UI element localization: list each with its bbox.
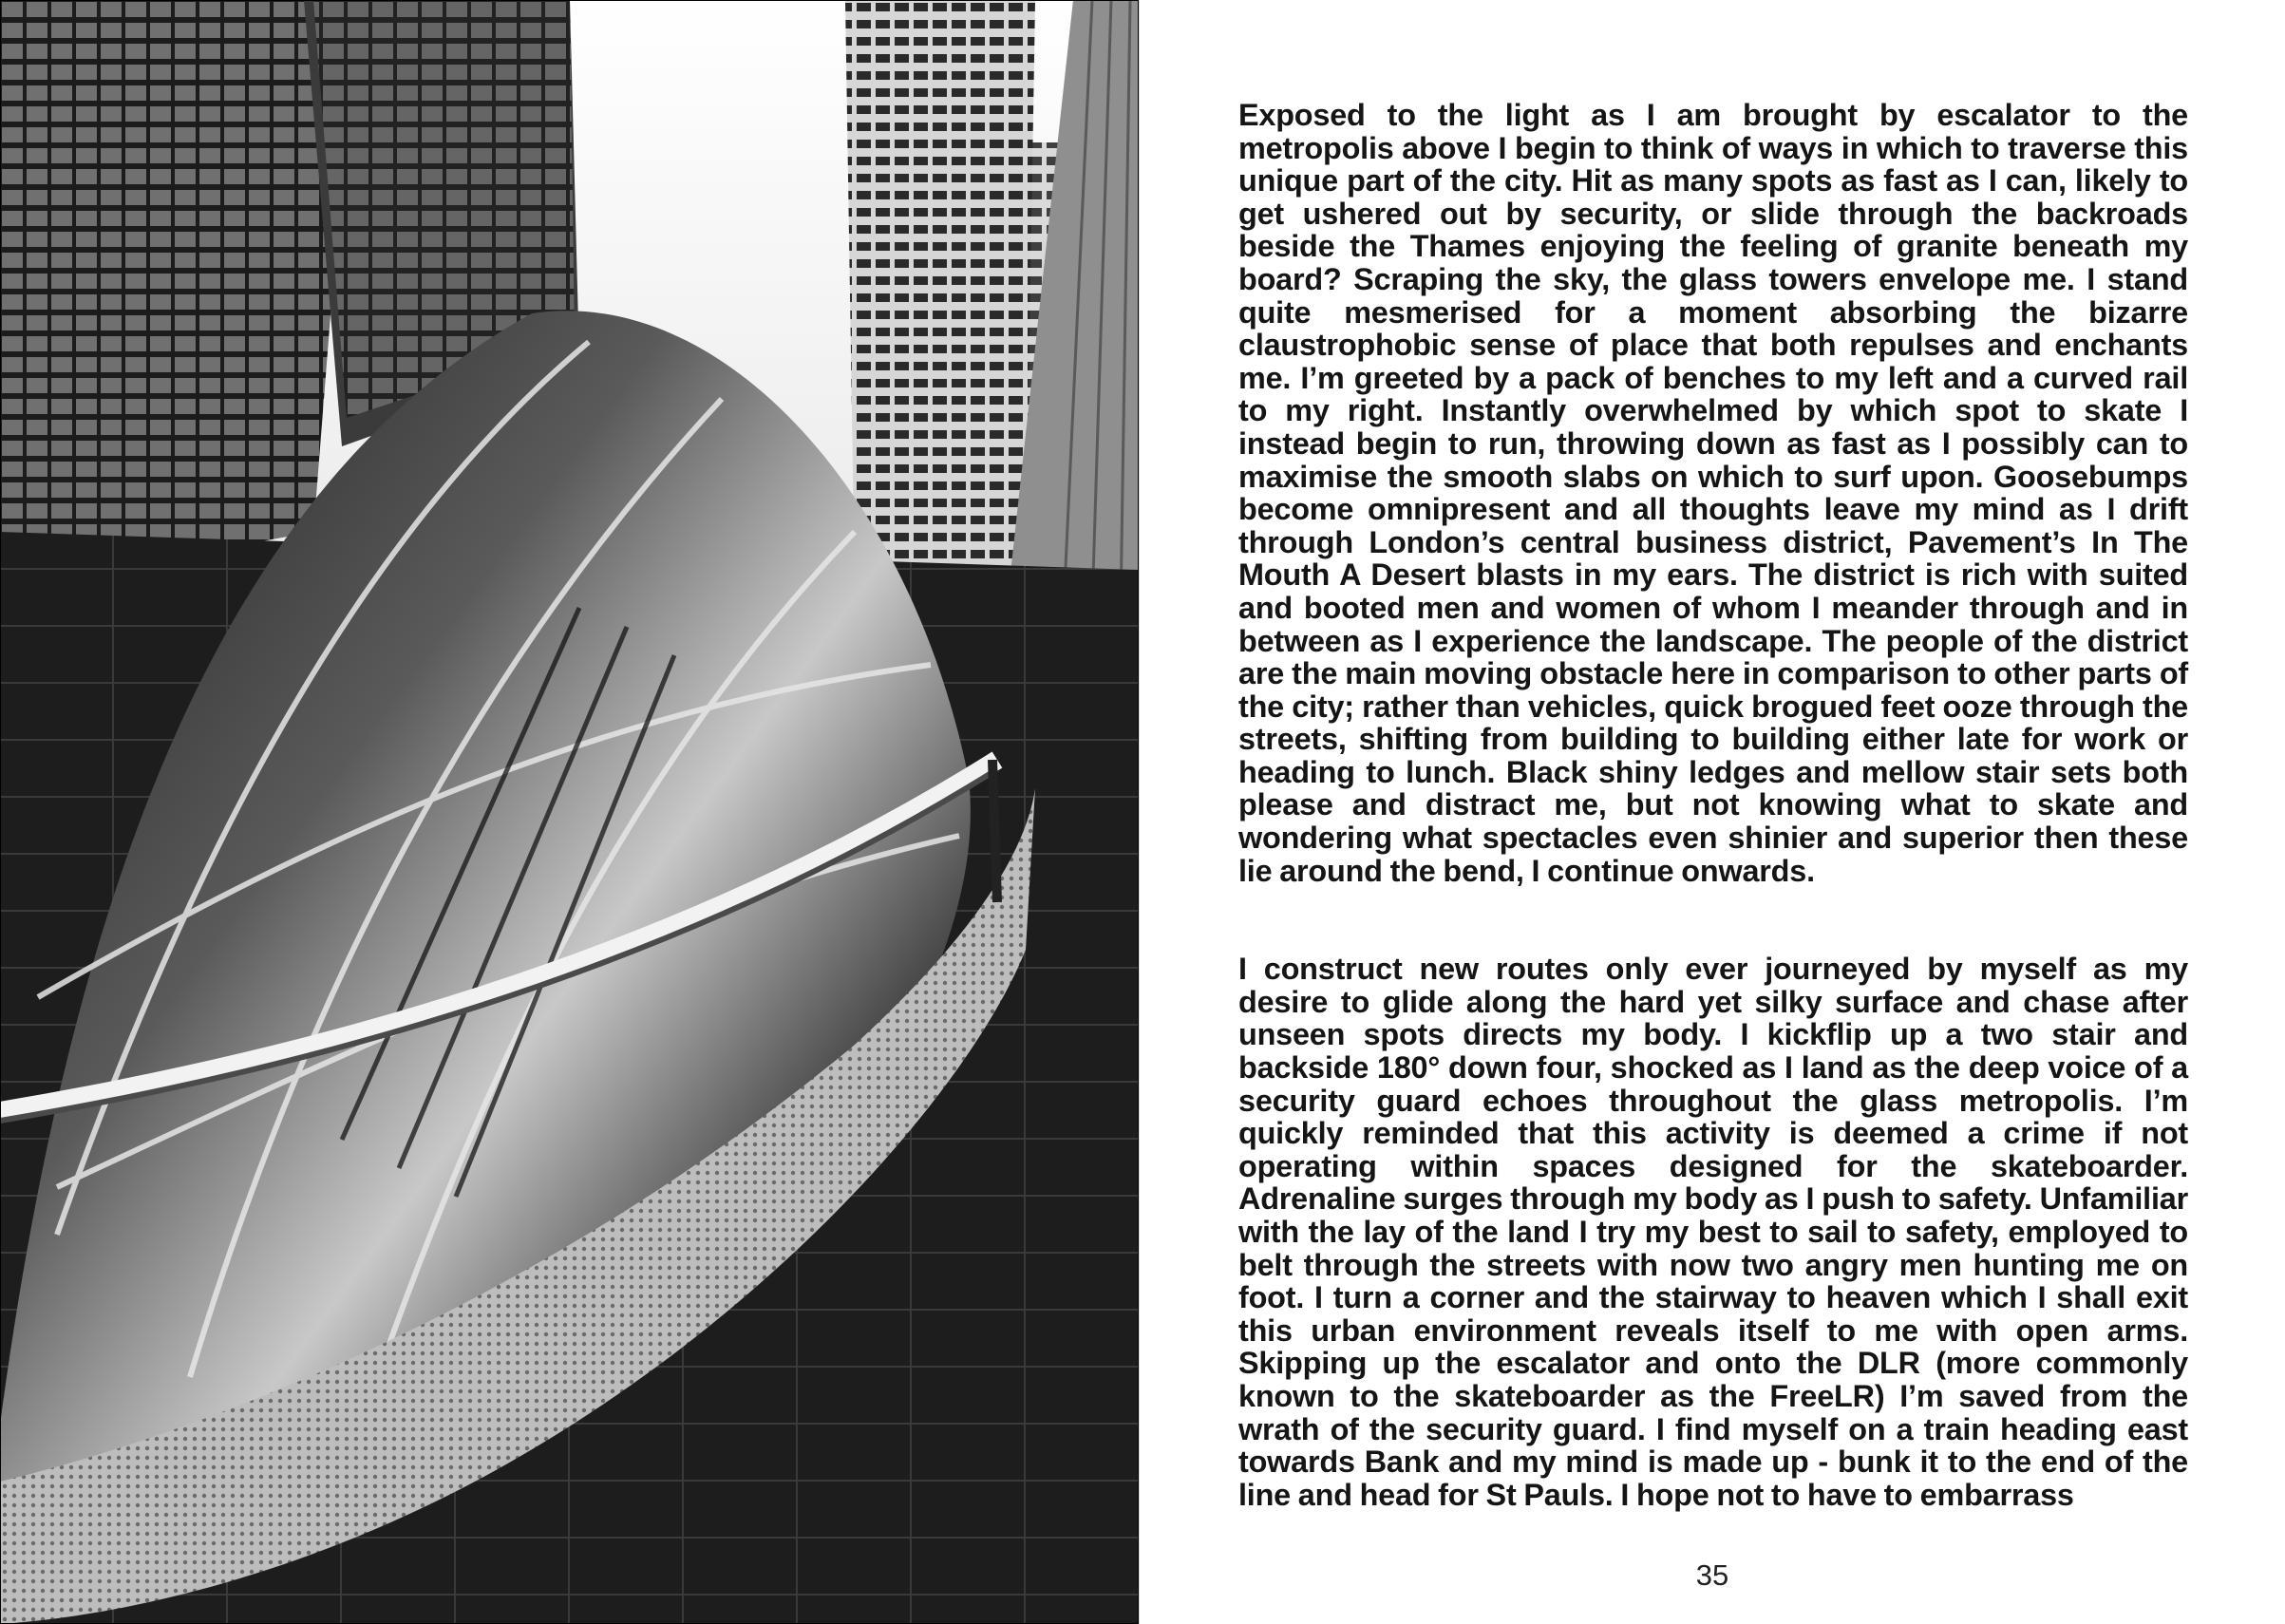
paragraph-1: Exposed to the light as I am brought by escalator to the metropolis above I begin to think of ways in which to traverse this unique part of the city. Hit as many spots as fast as I can, likely to get ushered out by security, or slide through the backroads beside the Thames enjoying the feeling of granite beneath my board? Scraping the sky, the glass towers envelope me. I stand quite mesmerised for a moment absorbing the bizarre claustrophobic sense of place that both repulses and enchants me. I’m greeted by a pack of benches to my left and a curved rail to my right. Instantly overwhelmed by which spot to skate I instead begin to run, throwing down as fast as I possibly can to maximise the smooth slabs on which to surf upon. Goosebumps become omnipresent and all thoughts leave my mind as I drift through London’s central business district, Pavement’s In The Mouth A Desert blasts in my ears. The district is rich with suited and booted men and women of whom I meander through and in between as I experience the landscape. The people of the district are the main moving obstacle here in comparison to other parts of the city; rather than vehicles, quick brogued feet ooze through the streets, shifting from building to building either late for work or heading to lunch. Black shiny ledges and mellow stair sets both please and distract me, but not knowing what to skate and wondering what spectacles even shinier and superior then these lie around the bend, I continue onwards. — [1238, 98, 2188, 888]
paragraph-2: I construct new routes only ever journeyed by myself as my desire to glide along the hard yet silky surface and chase after unseen spots directs my body. I kickflip up a two stair and backside 180° down four, shocked as I land as the deep voice of a security guard echoes throughout the glass metropolis. I’m quickly reminded that this activity is deemed a crime if not operating within spaces designed for the skateboarder. Adrenaline surges through my body as I push to safety. Unfamiliar with the lay of the land I try my best to sail to safety, employed to belt through the streets with now two angry men hunting me on foot. I turn a corner and the stairway to heaven which I shall exit this urban environment reveals itself to me with open arms. Skipping up the escalator and onto the DLR (more commonly known to the skateboarder as the FreeLR) I’m saved from the wrath of the security guard. I find myself on a train heading east towards Bank and my mind is made up - bunk it to the end of the line and head for St Pauls. I hope not to have to embarrass — [1238, 952, 2188, 1512]
photo-page — [0, 0, 1139, 1624]
page-number: 35 — [1695, 1558, 1729, 1592]
article-body — [1238, 99, 2188, 1511]
text-page — [1140, 0, 2285, 1624]
photo-canary-wharf-station-icon — [0, 0, 1139, 1624]
